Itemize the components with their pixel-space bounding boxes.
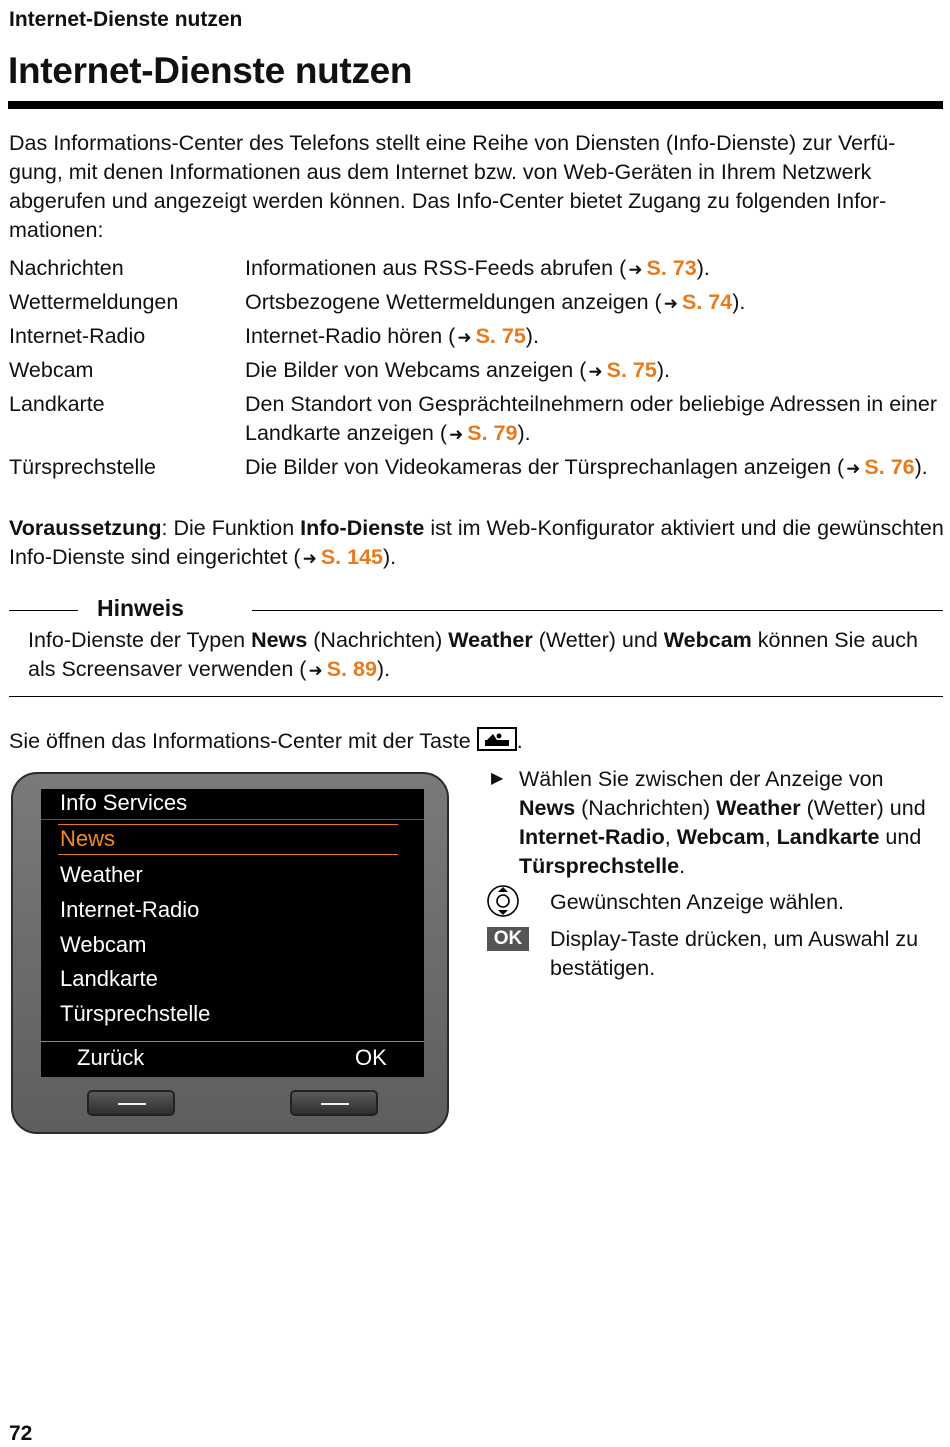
prerequisite-paragraph	[9, 514, 945, 573]
page-reference-link[interactable]: S. 75	[606, 358, 657, 382]
definition-tail: ).	[732, 290, 746, 314]
step-bold: Türsprechstelle	[519, 854, 680, 878]
step-select	[519, 765, 945, 881]
arrow-right-icon: ➜	[628, 260, 643, 279]
step-bold: Webcam	[676, 825, 765, 849]
step-bold: Weather	[716, 796, 801, 820]
hint-bold: Weather	[448, 628, 533, 652]
hint-bold: News	[251, 628, 308, 652]
page-number: 72	[9, 1422, 33, 1445]
definition-tail: ).	[914, 455, 928, 479]
page-reference-link[interactable]: S. 89	[326, 657, 377, 681]
definition-text: Die Bilder von Webcams anzeigen (	[245, 358, 587, 382]
page-reference-link[interactable]: S. 79	[467, 421, 518, 445]
open-instruction-tail: .	[516, 729, 523, 753]
hint-divider	[252, 610, 943, 611]
page-reference-link[interactable]: S. 145	[320, 545, 384, 569]
definition-term: Türsprechstelle	[9, 455, 156, 479]
title-rule	[8, 101, 943, 109]
definition-text: Ortsbezogene Wettermeldungen anzeigen (	[245, 290, 662, 314]
softkey-label-back[interactable]: Zurück	[77, 1045, 145, 1070]
hint-bottom-rule	[9, 696, 943, 697]
definition-row	[9, 322, 945, 352]
softkey-label-ok[interactable]: OK	[355, 1045, 387, 1070]
hint-text	[28, 626, 943, 685]
definition-text: Die Bilder von Videokameras der Türsprechanlagen anzeigen (	[245, 455, 845, 479]
step-text: (Wetter) und	[800, 796, 926, 820]
screen-title: Info Services	[60, 790, 188, 815]
screen-footer-divider	[41, 1041, 424, 1042]
page-reference-link[interactable]: S. 73	[646, 256, 697, 280]
step-text: Wählen Sie zwischen der Anzeige von	[519, 767, 884, 791]
navigation-key-icon	[486, 884, 520, 923]
definition-text: Informationen aus RSS-Feeds abrufen (	[245, 256, 627, 280]
definition-description	[245, 453, 945, 483]
left-softkey-button[interactable]	[87, 1090, 175, 1116]
arrow-right-icon: ➜	[308, 661, 323, 680]
definition-text: Den Standort von Gesprächteilnehmern oder beliebige Adressen in einer Landkarte anzeigen (	[245, 392, 938, 445]
menu-item-weather[interactable]: Weather	[60, 862, 143, 887]
step-text: (Nachrichten)	[575, 796, 717, 820]
menu-item-internet-radio[interactable]: Internet-Radio	[60, 897, 200, 922]
definition-row	[9, 254, 945, 284]
right-softkey-button[interactable]	[290, 1090, 378, 1116]
definition-term: Webcam	[9, 358, 94, 382]
hint-bold: Webcam	[663, 628, 752, 652]
definition-row	[9, 288, 945, 318]
definition-tail: ).	[656, 358, 670, 382]
page-reference-link[interactable]: S. 74	[681, 290, 733, 314]
definition-term: Nachrichten	[9, 256, 124, 280]
menu-item-tuersprechstelle[interactable]: Türsprechstelle	[60, 1001, 211, 1026]
definition-tail: ).	[525, 324, 539, 348]
hint-tail: ).	[376, 657, 391, 681]
arrow-right-icon: ➜	[588, 362, 603, 381]
hint-text-part: können Sie auch als Screensaver verwenden (	[28, 628, 918, 681]
arrow-right-icon: ➜	[457, 328, 472, 347]
arrow-right-icon: ➜	[302, 549, 317, 568]
definition-text: Internet-Radio hören (	[245, 324, 456, 348]
hint-text-part: (Nachrichten)	[307, 628, 449, 652]
definition-row	[9, 453, 945, 483]
step-text: und	[879, 825, 922, 849]
screen-divider	[41, 819, 424, 820]
definition-tail: ).	[696, 256, 710, 280]
running-header: Internet-Dienste nutzen	[9, 8, 243, 31]
step-choose: Gewünschten Anzeige wählen.	[550, 890, 845, 914]
definition-description	[245, 390, 945, 449]
hint-title: Hinweis	[97, 595, 184, 621]
step-bold: Internet-Radio	[519, 825, 665, 849]
page-title: Internet-Dienste nutzen	[8, 50, 413, 91]
intro-paragraph: Das Informations-Center des Telefons stellt eine Reihe von Diensten (Info-Dienste) zur Verfü-gung, mit denen Informationen aus dem Internet bzw. von Web-Geräten in Ihrem Netzwerk abgerufen und angezeigt werden können. Das Info-Center bietet Zugang zu folgenden Infor-mationen:	[9, 131, 896, 242]
page-reference-link[interactable]: S. 75	[475, 324, 526, 348]
step-text: ,	[664, 825, 677, 849]
definition-description	[245, 356, 945, 386]
definition-term: Wettermeldungen	[9, 290, 179, 314]
prerequisite-label: Voraussetzung	[9, 516, 162, 540]
step-bold: News	[519, 796, 576, 820]
selection-line	[58, 824, 398, 825]
arrow-right-icon: ➜	[449, 425, 464, 444]
definition-description	[245, 254, 945, 284]
bullet-icon: ▶	[491, 770, 504, 787]
menu-item-news[interactable]: News	[60, 826, 116, 851]
definition-description	[245, 288, 945, 318]
step-confirm: Display-Taste drücken, um Auswahl zu bestätigen.	[550, 927, 919, 980]
step-bold: Landkarte	[776, 825, 880, 849]
definition-list	[9, 254, 945, 487]
prerequisite-feature: Info-Dienste	[300, 516, 425, 540]
definition-term: Landkarte	[9, 392, 105, 416]
menu-item-webcam[interactable]: Webcam	[60, 932, 147, 957]
open-instruction	[9, 727, 523, 756]
arrow-right-icon: ➜	[846, 459, 861, 478]
info-center-key-icon	[477, 727, 517, 751]
prerequisite-text: ist im Web-Konfigurator aktiviert und die gewünschten Info-Dienste sind eingerichtet (	[9, 516, 944, 569]
definition-row	[9, 356, 945, 386]
step-text: .	[679, 854, 686, 878]
definition-description	[245, 322, 945, 352]
open-instruction-text: Sie öffnen das Informations-Center mit der Taste	[9, 729, 471, 753]
hint-text-part: (Wetter) und	[532, 628, 664, 652]
definition-term: Internet-Radio	[9, 324, 146, 348]
prerequisite-tail: ).	[383, 545, 397, 569]
arrow-right-icon: ➜	[663, 294, 678, 313]
page-reference-link[interactable]: S. 76	[864, 455, 915, 479]
step-text: ,	[764, 825, 777, 849]
hint-text-part: Info-Dienste der Typen	[28, 628, 252, 652]
prerequisite-text: : Die Funktion	[161, 516, 301, 540]
ok-key-icon: OK	[487, 927, 529, 951]
menu-item-landkarte[interactable]: Landkarte	[60, 966, 158, 991]
definition-tail: ).	[517, 421, 531, 445]
selection-line	[58, 854, 398, 855]
hint-divider	[9, 610, 78, 611]
definition-row	[9, 390, 945, 449]
